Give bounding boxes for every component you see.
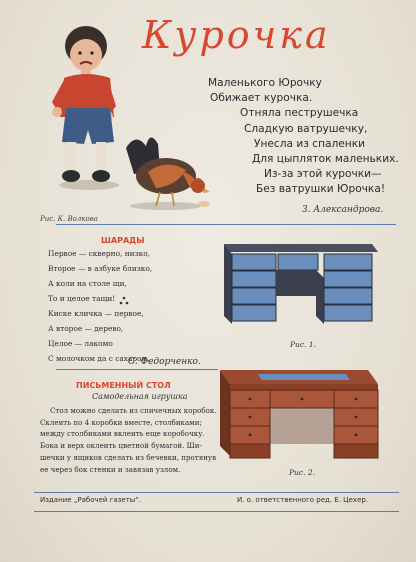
divider xyxy=(56,224,396,225)
editor-note: И. о. ответственного ред. Е. Цехер. xyxy=(237,496,369,504)
desk-heading: ПИСЬМЕННЫЙ СТОЛ xyxy=(76,381,171,390)
text-line: между столбиками вклеить еще коробочку. xyxy=(40,429,205,439)
poem-line: Маленького Юрочку xyxy=(208,77,322,89)
poem-line: Сладкую ватрушечку, xyxy=(244,122,368,135)
text-line: шечки у ящиков сделать из бечевки, протянув xyxy=(40,452,217,462)
desk-figure xyxy=(218,366,382,466)
charades-author: С. Федорченко. xyxy=(128,357,201,367)
desk-subheading: Самодельная игрушка xyxy=(92,392,188,401)
text-line: Стол можно сделать из спичечных коробок. xyxy=(50,406,217,415)
figure-2-caption: Рис. 2. xyxy=(289,468,316,477)
charades-heading: ШАРАДЫ xyxy=(101,236,145,245)
verse-line: Первое — скверно, низко, xyxy=(48,249,151,258)
text-line: ее через бок стенки и завязав узлом. xyxy=(40,464,181,474)
left-drawers xyxy=(230,390,270,458)
charade-verse-1 xyxy=(48,246,152,306)
poem-line: Отняла пеструшечка xyxy=(240,107,359,120)
poem-line: Из-за этой курочки— xyxy=(264,168,382,181)
right-drawers xyxy=(334,390,378,458)
hen-illustration xyxy=(120,122,212,214)
desk-instructions xyxy=(40,405,218,475)
verse-line: А второе — дерево, xyxy=(48,324,124,333)
verse-line: Кискe кличка — первое, xyxy=(48,309,144,318)
poem-author: З. Александрова. xyxy=(302,205,384,215)
poem-line: Без ватрушки Юрочка! xyxy=(256,183,386,196)
right-column xyxy=(316,254,372,324)
middle-drawer xyxy=(270,390,334,444)
verse-line: Второе — в азбуке близко, xyxy=(48,264,153,273)
illustration-credit: Рис. К. Волкова xyxy=(40,215,98,223)
divider xyxy=(56,369,218,370)
verse-line: С молочком да с сахаром. xyxy=(48,354,150,363)
matchbox-frame-figure xyxy=(220,236,380,336)
svg-text:Курочка: Курочка xyxy=(142,13,331,57)
middle-box xyxy=(276,254,318,296)
verse-line: А коли на столе щи, xyxy=(48,279,127,288)
poem-line: Унесла из спаленки xyxy=(254,137,365,150)
publisher-note: Издание „Рабочей газеты“. xyxy=(40,496,142,504)
verse-line: То и целое тащи! xyxy=(48,294,116,303)
text-line: Склеить по 4 коробки вместе, столбиками; xyxy=(40,417,202,427)
verse-line: Целое — лакомо xyxy=(48,339,113,348)
footer-divider xyxy=(34,511,399,512)
title-heading xyxy=(138,10,368,58)
poem xyxy=(208,76,398,198)
poem-line: Обижает курочка. xyxy=(210,92,313,105)
figure-1-caption: Рис. 1. xyxy=(290,340,317,349)
text-line: Бока и верх оклеить цветной бумагой. Ши- xyxy=(40,441,202,451)
footer-divider xyxy=(34,492,399,493)
poem-line: Для цыпляток маленьких. xyxy=(252,153,399,166)
left-column xyxy=(224,244,276,324)
